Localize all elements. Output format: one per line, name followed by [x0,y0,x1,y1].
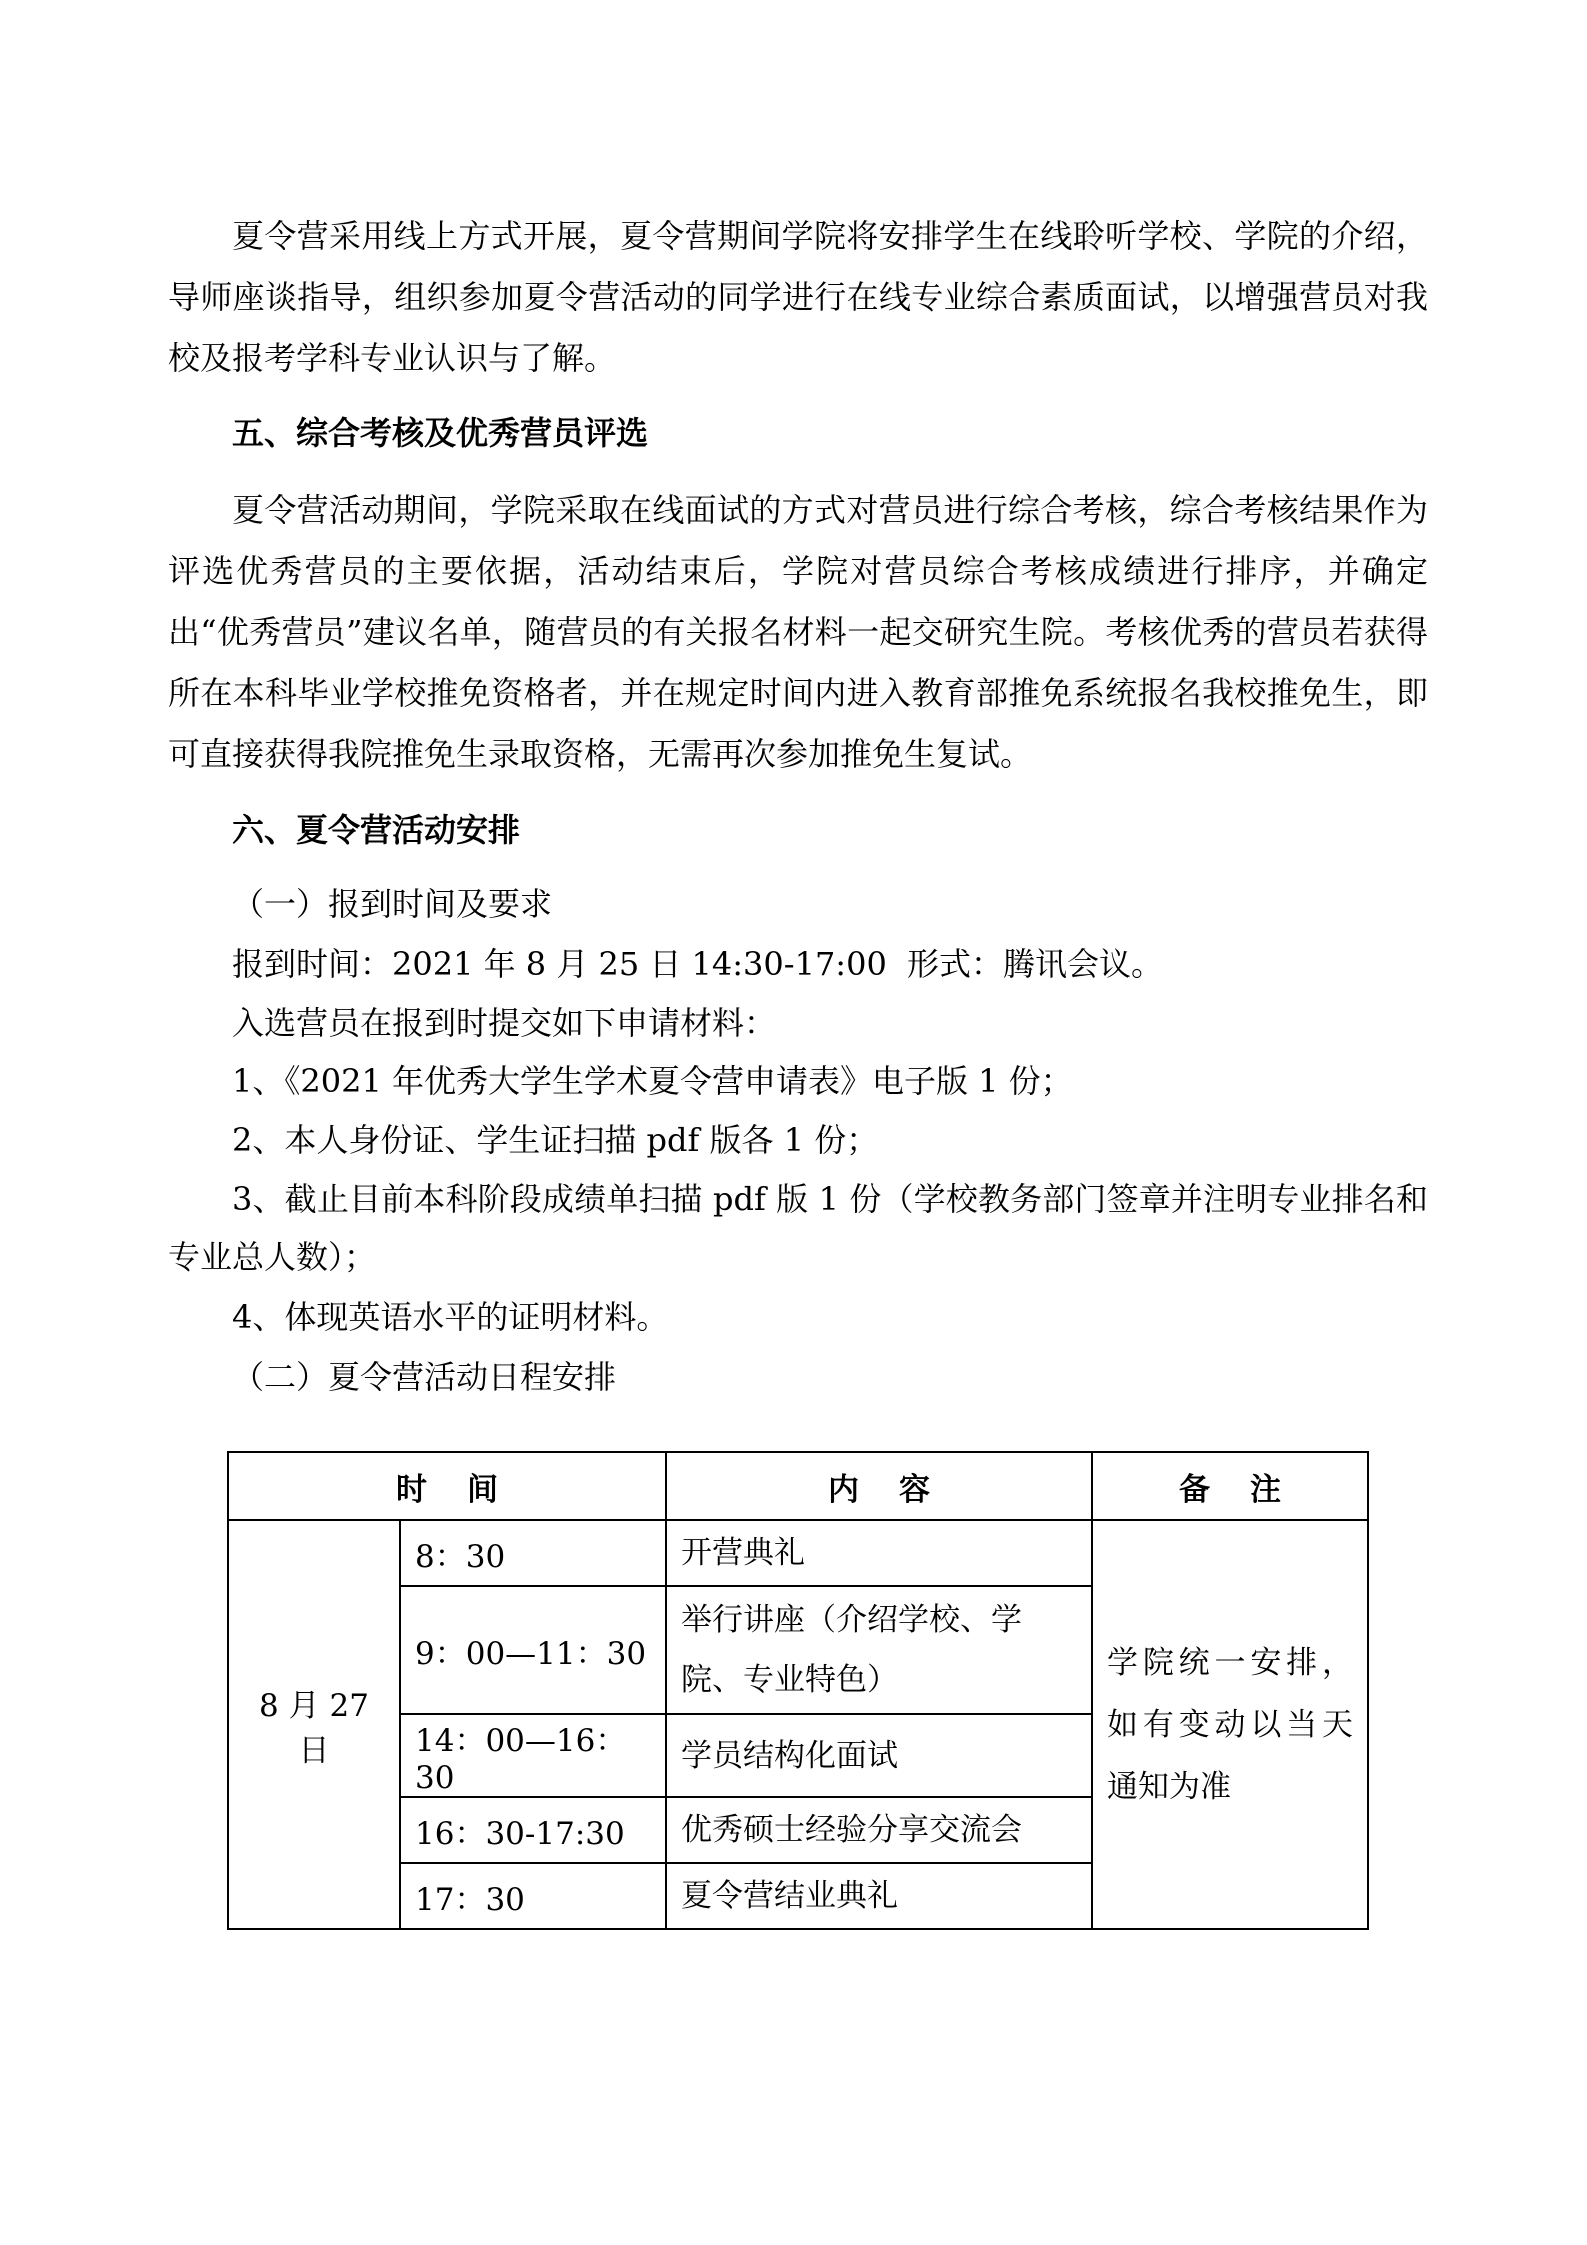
table-row [228,1520,1368,1586]
section5-paragraph: 夏令营活动期间，学院采取在线面试的方式对营员进行综合考核，综合考核结果作为评选优秀营员的主要依据，活动结束后，学院对营员综合考核成绩进行排序，并确定出“优秀营员”建议名单，随营员的有关报名材料一起交研究生院。考核优秀的营员若获得所在本科毕业学校推免资格者，并在规定时间内进入教育部推免系统报名我校推免生，即可直接获得我院推免生录取资格，无需再次参加推免生复试。 [168,491,1428,773]
schedule-table [227,1451,1369,1930]
content-cell: 夏令营结业典礼 [666,1863,1092,1929]
header-note: 备注 [1092,1452,1368,1520]
content-cell: 优秀硕士经验分享交流会 [666,1797,1092,1863]
content-cell: 举行讲座（介绍学校、学院、专业特色） [666,1586,1092,1714]
header-content: 内容 [666,1452,1092,1520]
subsection-1-title: （一）报到时间及要求 [232,885,553,923]
table-header-row [228,1452,1368,1520]
date-cell: 8 月 27 日 [228,1520,400,1929]
material-item-2: 2、本人身份证、学生证扫描 pdf 版各 1 份； [232,1121,879,1159]
section6-heading: 六、夏令营活动安排 [232,811,521,849]
subsection-2-title: （二）夏令营活动日程安排 [232,1358,617,1396]
time-cell: 17：30 [400,1863,666,1929]
content-cell: 学员结构化面试 [666,1714,1092,1797]
time-cell: 8：30 [400,1520,666,1586]
material-item-1: 1、《2021 年优秀大学生学术夏令营申请表》电子版 1 份； [232,1062,1073,1100]
time-cell: 16：30-17:30 [400,1797,666,1863]
time-cell: 14：00—16：30 [400,1714,666,1797]
intro-paragraph: 夏令营采用线上方式开展，夏令营期间学院将安排学生在线聆听学校、学院的介绍，导师座谈指导，组织参加夏令营活动的同学进行在线专业综合素质面试，以增强营员对我校及报考学科专业认识与了解。 [168,217,1428,377]
material-item-3: 3、截止目前本科阶段成绩单扫描 pdf 版 1 份（学校教务部门签章并注明专业排名和专业总人数）； [168,1180,1428,1276]
material-item-4: 4、体现英语水平的证明材料。 [232,1298,669,1336]
materials-intro: 入选营员在报到时提交如下申请材料： [232,1004,777,1042]
content-cell: 开营典礼 [666,1520,1092,1586]
report-time: 报到时间：2021 年 8 月 25 日 14:30-17:00 [232,945,887,983]
note-cell: 学院统一安排，如有变动以当天通知为准 [1092,1520,1368,1929]
time-cell: 9：00—11：30 [400,1586,666,1714]
header-time: 时间 [228,1452,666,1520]
report-form: 形式：腾讯会议。 [907,945,1164,983]
section5-heading: 五、综合考核及优秀营员评选 [232,414,649,452]
